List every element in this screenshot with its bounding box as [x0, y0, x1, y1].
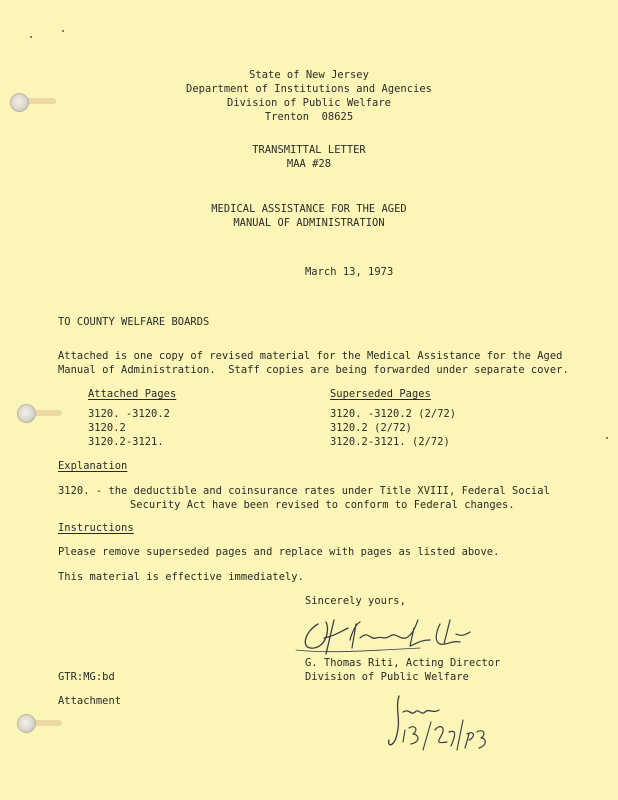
- letter-date: March 13, 1973: [305, 266, 394, 278]
- explanation-line-1: 3120. - the deductible and coinsurance rates under Title XVIII, Federal Social: [58, 485, 550, 497]
- attached-page-item: 3120.2-3121.: [88, 436, 164, 448]
- superseded-page-item: 3120.2 (2/72): [330, 422, 412, 434]
- manual-title: MEDICAL ASSISTANCE FOR THE AGED: [211, 203, 407, 215]
- instructions-line-2: This material is effective immediately.: [58, 571, 304, 583]
- attached-page-item: 3120.2: [88, 422, 126, 434]
- instructions-line-1: Please remove superseded pages and replace with pages as listed above.: [58, 546, 500, 558]
- intro-line-1: Attached is one copy of revised material for the Medical Assistance for the Aged: [58, 350, 563, 362]
- punch-hole-middle: [17, 404, 36, 423]
- paper-speck: [30, 36, 32, 38]
- letterhead-city: Trenton 08625: [264, 111, 354, 123]
- superseded-pages-heading: Superseded Pages: [330, 388, 431, 400]
- signature: [290, 610, 490, 660]
- punch-hole-bottom: [17, 714, 36, 733]
- letterhead-department: Department of Institutions and Agencies: [186, 83, 432, 95]
- transmittal-number: MAA #28: [286, 158, 332, 170]
- paper-speck: [606, 437, 608, 439]
- superseded-page-item: 3120.2-3121. (2/72): [330, 436, 450, 448]
- instructions-heading: Instructions: [58, 522, 134, 534]
- manual-subtitle: MANUAL OF ADMINISTRATION: [233, 217, 385, 229]
- signer-name: G. Thomas Riti, Acting Director: [305, 657, 501, 669]
- reference-initials: GTR:MG:bd: [58, 671, 115, 683]
- attached-pages-heading: Attached Pages: [88, 388, 177, 400]
- letterhead-state: State of New Jersey: [249, 69, 369, 81]
- superseded-page-item: 3120. -3120.2 (2/72): [330, 408, 457, 420]
- paper-speck: [62, 30, 64, 32]
- letterhead-division: Division of Public Welfare: [227, 97, 391, 109]
- enclosure-line: Attachment: [58, 695, 122, 707]
- transmittal-title: TRANSMITTAL LETTER: [252, 144, 366, 156]
- intro-line-2: Manual of Administration. Staff copies are being forwarded under separate cover.: [58, 364, 569, 376]
- handwritten-initials-and-date: [385, 690, 495, 760]
- explanation-line-2: Security Act have been revised to conform to Federal changes.: [130, 499, 515, 511]
- addressee: TO COUNTY WELFARE BOARDS: [58, 316, 210, 328]
- signer-division: Division of Public Welfare: [305, 671, 469, 683]
- closing-salutation: Sincerely yours,: [305, 595, 406, 607]
- explanation-heading: Explanation: [58, 460, 128, 472]
- attached-page-item: 3120. -3120.2: [88, 408, 170, 420]
